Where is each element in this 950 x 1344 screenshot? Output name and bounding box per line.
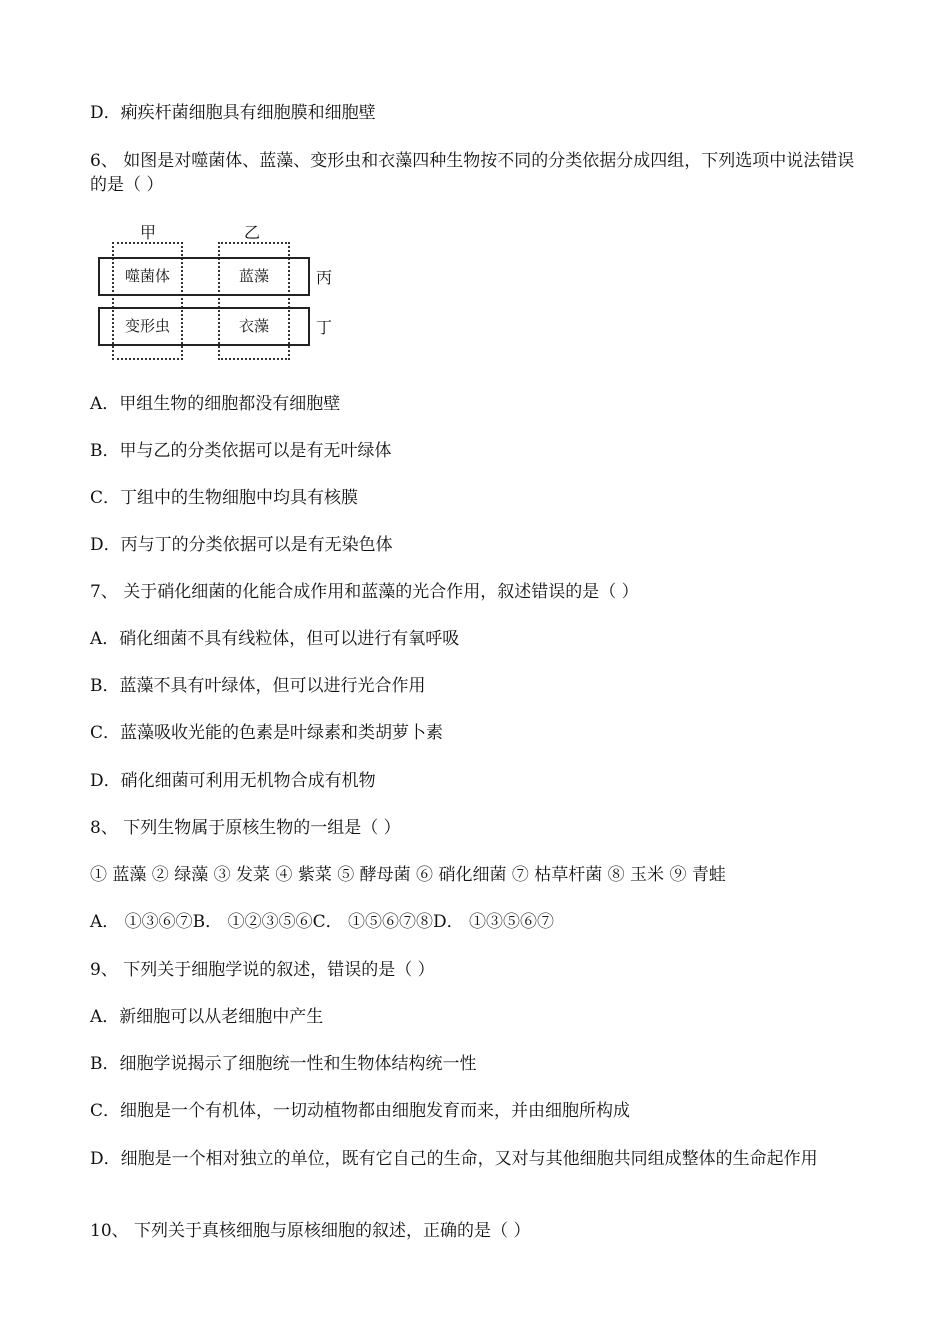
option-a-q7: A．硝化细菌不具有线粒体，但可以进行有氧呼吸 [90, 629, 460, 649]
question-6: 6、 如图是对噬菌体、蓝藻、变形虫和衣藻四种生物按不同的分类依据分成四组，下列选项中说法错误的是（ ） [90, 151, 855, 195]
question-10: 10、 下列关于真核细胞与原核细胞的叙述，正确的是（ ） [90, 1221, 531, 1241]
option-b-q7: B．蓝藻不具有叶绿体，但可以进行光合作用 [90, 676, 426, 696]
label-ding: 丁 [316, 318, 333, 337]
question-7: 7、 关于硝化细菌的化能合成作用和蓝藻的光合作用，叙述错误的是（ ） [90, 582, 639, 602]
option-a-q9: A．新细胞可以从老细胞中产生 [90, 1007, 324, 1027]
option-c-q7: C．蓝藻吸收光能的色素是叶绿素和类胡萝卜素 [90, 723, 444, 743]
option-a-q6: A．甲组生物的细胞都没有细胞壁 [90, 394, 341, 414]
option-d-q9: D．细胞是一个相对独立的单位，既有它自己的生命，又对与其他细胞共同组成整体的生命起作用 [90, 1149, 818, 1169]
cell-chlamydomonas: 衣藻 [238, 317, 269, 335]
option-b-q9: B．细胞学说揭示了细胞统一性和生物体结构统一性 [90, 1054, 477, 1074]
option-d-q7: D．硝化细菌可利用无机物合成有机物 [90, 771, 376, 791]
label-bing: 丙 [316, 268, 333, 287]
classification-diagram [98, 222, 343, 362]
option-c-q6: C．丁组中的生物细胞中均具有核膜 [90, 488, 359, 508]
cell-amoeba: 变形虫 [124, 317, 170, 335]
question-8-organism-list: ① 蓝藻 ② 绿藻 ③ 发菜 ④ 紫菜 ⑤ 酵母菌 ⑥ 硝化细菌 ⑦ 枯草杆菌 ⑧ 玉米 ⑨ 青蛙 [90, 865, 726, 885]
question-8: 8、 下列生物属于原核生物的一组是（ ） [90, 818, 401, 838]
option-d-q5: D．痢疾杆菌细胞具有细胞膜和细胞壁 [90, 103, 376, 123]
option-d-q6: D．丙与丁的分类依据可以是有无染色体 [90, 535, 393, 555]
cell-phage: 噬菌体 [124, 267, 170, 285]
option-b-q6: B．甲与乙的分类依据可以是有无叶绿体 [90, 441, 392, 461]
option-c-q9: C．细胞是一个有机体，一切动植物都由细胞发育而来，并由细胞所构成 [90, 1101, 631, 1121]
label-yi: 乙 [244, 223, 261, 242]
question-9: 9、 下列关于细胞学说的叙述，错误的是（ ） [90, 960, 435, 980]
cell-cyanobacteria: 蓝藻 [238, 267, 269, 285]
label-jia: 甲 [140, 223, 157, 242]
question-8-options: A． ①③⑥⑦B． ①②③⑤⑥C． ①⑤⑥⑦⑧D． ①③⑤⑥⑦ [90, 912, 555, 932]
